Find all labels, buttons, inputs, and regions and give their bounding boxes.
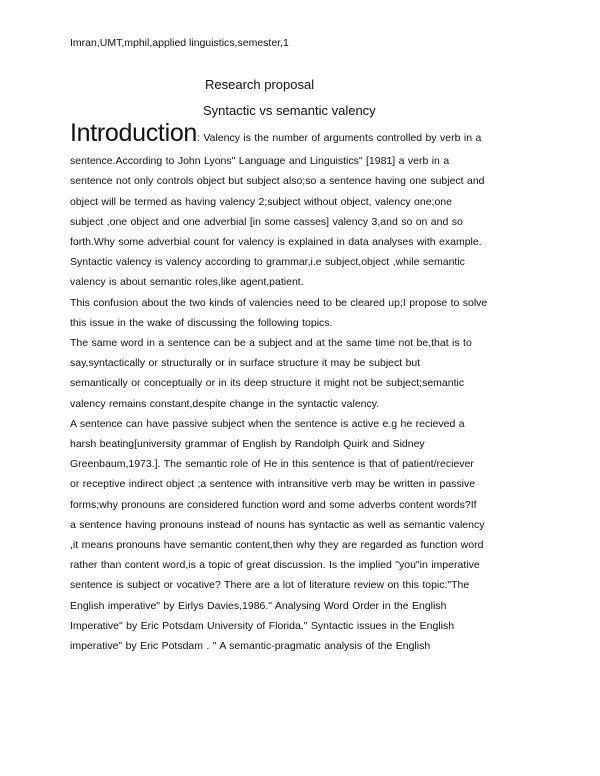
- body-line: say,syntactically or structurally or in surface structure it may be subject but: [70, 357, 421, 370]
- body-line: or receptive indirect object ;a sentence with intransitive verb may be written in passive: [70, 478, 476, 491]
- proposal-title: Research proposal: [205, 77, 315, 92]
- body-line: a sentence having pronouns instead of nouns has syntactic as well as semantic valency: [70, 518, 485, 531]
- proposal-subtitle: Syntactic vs semantic valency: [203, 103, 376, 118]
- body-line: subject ,one object and one adverbial [in some casses] valency 3,and so on and so: [70, 215, 463, 228]
- body-line: Syntactic valency is valency according to grammar,i.e subject,object ,while semantic: [70, 256, 465, 269]
- body-line: English imperative" by Eirlys Davies,1986." Analysing Word Order in the English: [70, 599, 447, 612]
- body-line: Greenbaum,1973.]. The semantic role of He in this sentence is that of patient/reciever: [70, 458, 474, 471]
- body-line: semantically or conceptually or in its deep structure it might not be subject;semantic: [70, 377, 465, 390]
- body-line: valency remains constant,despite change in the syntactic valency.: [70, 397, 380, 410]
- body-line: This confusion about the two kinds of valencies need to be cleared up;I propose to solve: [70, 296, 488, 309]
- body-line: sentence is subject or vocative? There are a lot of literature review on this topic:"The: [70, 579, 470, 592]
- intro-first-line: [70, 118, 532, 148]
- body-line: forms;why pronouns are considered function word and some adverbs content words?If: [70, 498, 477, 511]
- body-line: imperative" by Eric Potsdam . " A semantic-pragmatic analysis of the English: [70, 640, 431, 653]
- body-line: sentence not only controls object but subject also;so a sentence having one subject and: [70, 175, 485, 188]
- body-line: Imperative" by Eric Potsdam University of Florida." Syntactic issues in the English: [70, 619, 455, 632]
- body-line: A sentence can have passive subject when the sentence is active e.g he recieved a: [70, 417, 465, 430]
- body-line: sentence.According to John Lyons" Language and Linguistics" [1981] a verb in a: [70, 155, 450, 168]
- body-text: [70, 118, 532, 656]
- body-line: harsh beating[university grammar of English by Randolph Quirk and Sidney: [70, 438, 425, 451]
- body-line: valency is about semantic roles,like agent,patient.: [70, 276, 304, 289]
- body-line: forth.Why some adverbial count for valency is explained in data analyses with example.: [70, 236, 482, 249]
- body-line: rather than content word,is a topic of great discussion. Is the implied "you"in imperative: [70, 559, 480, 572]
- title-block: [0, 72, 600, 124]
- body-line: The same word in a sentence can be a subject and at the same time not be,that is to: [70, 337, 472, 350]
- introduction-heading: Introduction: [70, 119, 198, 147]
- intro-first-line-text: : Valency is the number of arguments controlled by verb in a: [197, 132, 482, 144]
- body-line: this issue in the wake of discussing the following topics.: [70, 316, 333, 329]
- author-header: Imran,UMT,mphil,applied linguistics,semester,1: [70, 37, 289, 49]
- body-line: object will be termed as having valency 2;subject without object, valency one;one: [70, 195, 452, 208]
- body-line: ,it means pronouns have semantic content,then why they are regarded as function word: [70, 539, 484, 552]
